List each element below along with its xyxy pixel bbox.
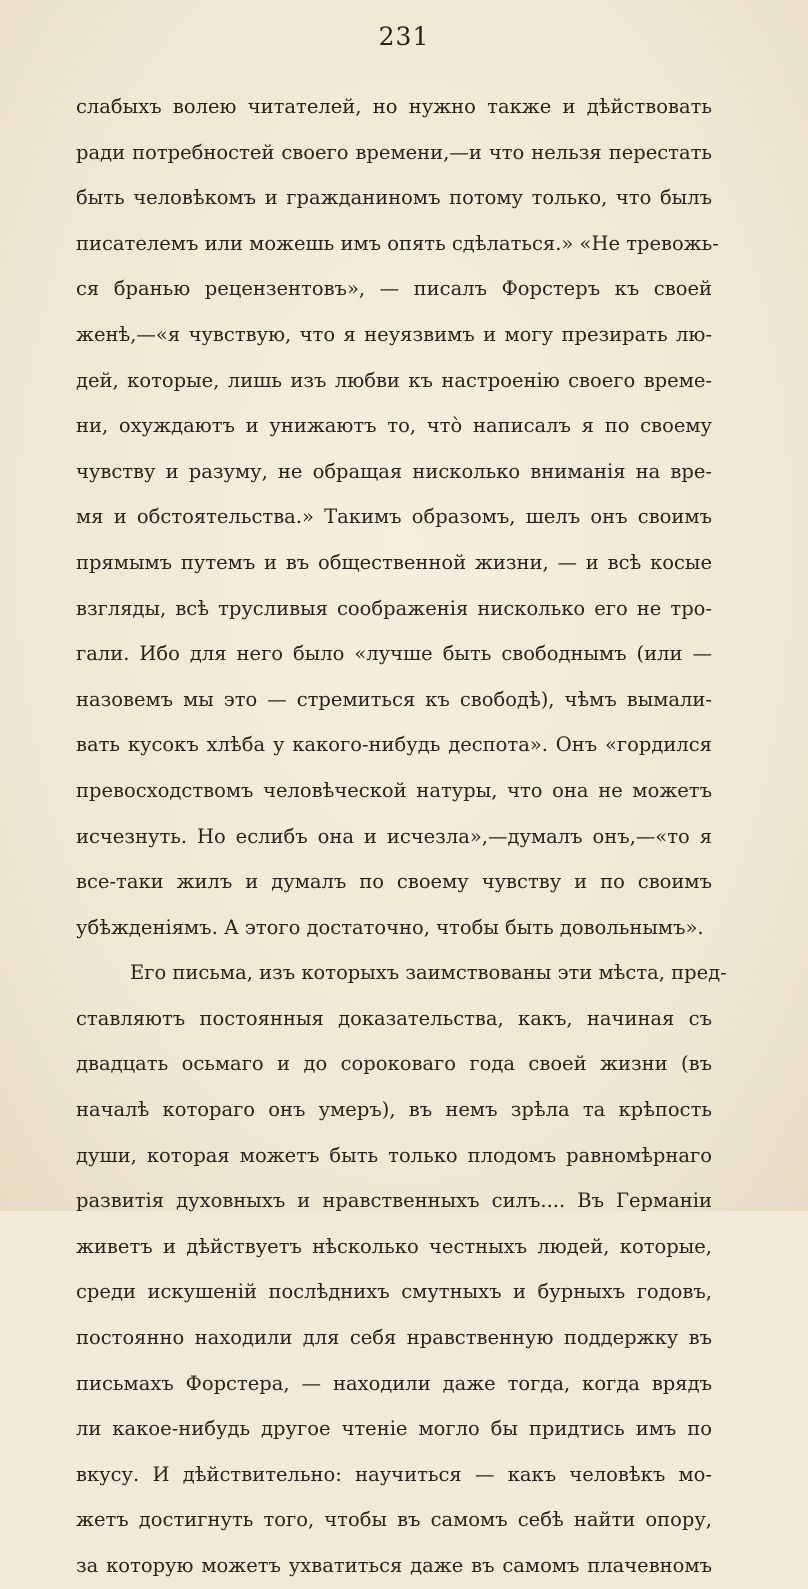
text-line: души, которая можетъ быть только плодомъ равномѣрнаго <box>76 1143 712 1167</box>
text-line: началѣ котораго онъ умеръ), въ немъ зрѣла та крѣпость <box>76 1098 712 1122</box>
text-line: двадцать осьмаго и до сороковаго года своей жизни (въ <box>76 1052 712 1076</box>
page-number: 231 <box>378 22 430 51</box>
text-line: женѣ,—«я чувствую, что я неуязвимъ и могу презирать лю- <box>76 322 712 346</box>
text-line: дей, которые, лишь изъ любви къ настроенію своего време- <box>76 368 712 392</box>
text-line: вать кусокъ хлѣба у какого-нибудь деспота». Онъ «гордился <box>76 733 712 757</box>
text-line: взгляды, всѣ трусливыя соображенія нисколько его не тро- <box>76 596 712 620</box>
text-line: ся бранью рецензентовъ», — писалъ Форстеръ къ своей <box>76 277 712 301</box>
text-line: постоянно находили для себя нравственную поддержку въ <box>76 1326 712 1350</box>
text-line: ради потребностей своего времени,—и что нельзя перестать <box>76 140 712 164</box>
text-line: ни, охуждаютъ и унижаютъ то, что̀ написалъ я по своему <box>76 414 712 438</box>
text-line: живетъ и дѣйствуетъ нѣсколько честныхъ людей, которые, <box>76 1234 712 1258</box>
text-line: превосходствомъ человѣческой натуры, что она не можетъ <box>76 778 712 802</box>
text-line: все-таки жилъ и думалъ по своему чувству и по своимъ <box>76 870 712 894</box>
text-line: чувству и разуму, не обращая нисколько вниманія на вре- <box>76 459 712 483</box>
text-line: за которую можетъ ухватиться даже въ самомъ плачевномъ <box>76 1554 712 1577</box>
text-line: мя и обстоятельства.» Такимъ образомъ, шелъ онъ своимъ <box>76 505 712 529</box>
text-line: прямымъ путемъ и въ общественной жизни, — и всѣ косые <box>76 550 712 574</box>
text-line: вкусу. И дѣйствительно: научиться — какъ человѣкъ мо- <box>76 1462 712 1486</box>
text-line: исчезнуть. Но еслибъ она и исчезла»,—думалъ онъ,—«то я <box>76 824 712 848</box>
text-line: писателемъ или можешь имъ опять сдѣлаться.» «Не тревожь- <box>76 231 719 255</box>
body-text <box>76 84 727 1589</box>
text-line: гали. Ибо для него было «лучше быть свободнымъ (или — <box>76 642 712 666</box>
text-line: жетъ достигнуть того, чтобы въ самомъ себѣ найти опору, <box>76 1508 712 1532</box>
text-line: ставляютъ постоянныя доказательства, какъ, начиная съ <box>76 1006 712 1030</box>
text-line: быть человѣкомъ и гражданиномъ потому только, что былъ <box>76 186 712 210</box>
text-line: развитія духовныхъ и нравственныхъ силъ.... Въ Германіи <box>76 1189 712 1213</box>
text-line: слабыхъ волею читателей, но нужно также и дѣйствовать <box>76 95 712 118</box>
text-line: Его письма, изъ которыхъ заимствованы эти мѣста, пред- <box>130 961 727 985</box>
text-line: среди искушеній послѣднихъ смутныхъ и бурныхъ годовъ, <box>76 1280 712 1304</box>
text-line: убѣжденіямъ. А этого достаточно, чтобы быть довольнымъ». <box>76 915 704 939</box>
text-line: письмахъ Форстера, — находили даже тогда, когда врядъ <box>76 1371 712 1395</box>
text-line: назовемъ мы это — стремиться къ свободѣ), чѣмъ вымали- <box>76 687 712 711</box>
text-line: ли какое-нибудь другое чтеніе могло бы придтись имъ по <box>76 1417 712 1441</box>
